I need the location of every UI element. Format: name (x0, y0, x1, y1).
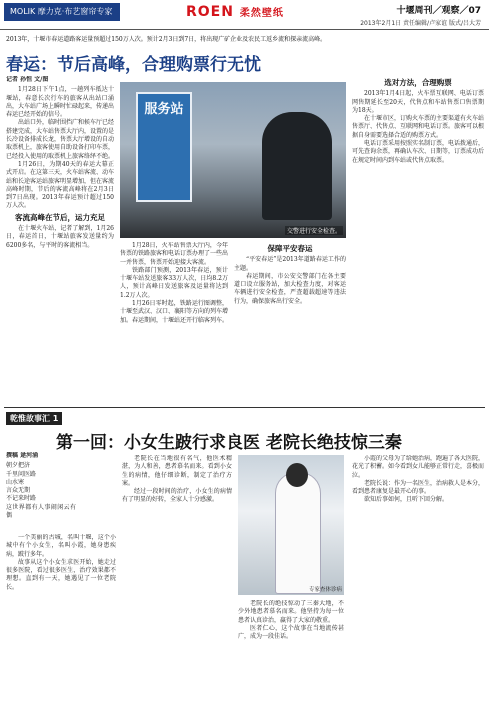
paragraph: 1月26日，为期40天的春运大幕正式开启。在这第三天，火车站客流、动车站和长途客运站旅客明显增加，但在客流高峰时期，节后的客流高峰将在2月3日到7日出现。2013年春运预计超过150万人次。 (6, 160, 114, 210)
page-meta: 2013年2月1日 责任编辑/卢家谊 版式/吕大芳 (360, 20, 481, 27)
poem-column (6, 452, 76, 532)
subheading: 保障平安春运 (267, 244, 313, 253)
poem-line: 朝夕把济 (6, 462, 31, 470)
paragraph: 1月28日下午1点，一趟列车抵达十堰站，春意长次行车的旅客从出站口涌出，大车站广场上瞬时忙碌起来，传递出春运已经开始的信号。 (6, 86, 114, 119)
story-column-1 (6, 534, 116, 698)
author: 撰稿 逯河涌 (6, 452, 39, 459)
lead-text: 2013年，十堰市春运道路客运量预超过150万人次。预计2月3日到7日，将出现广矿企业及农民工返乡流和探亲流高峰。 (6, 36, 327, 43)
service-station-sign: 服务站 (136, 92, 192, 202)
officer-figure (262, 112, 332, 220)
brand-name: ROEN (186, 4, 234, 20)
news-photo (120, 82, 346, 238)
section-title: 十堰周刊／观察／07 (396, 6, 481, 16)
doctor-photo (238, 455, 344, 595)
paragraph: 老院长在当地很有名气，他医术精湛，为人和善，患者慕名而来。看到小女生的病情，他仔细诊断，制定了治疗方案。 (122, 455, 232, 487)
paragraph: 1月26日零时起，铁路运行图调整，十堰至武汉、汉口、襄阳等方向的列车增加。春运期间，十堰站还开行临客列车。 (120, 300, 228, 324)
paragraph: 经过一段时间的治疗，小女生的病情有了明显的好转，全家人十分感激。 (122, 488, 232, 504)
poem-line: 山水寒 (6, 478, 25, 486)
paragraph: 铁路部门预测，2013年春运，预计十堰车站发送旅客33万人次，日均8.2万人，预计高峰日发送旅客及运量将达到1.2万人次。 (120, 266, 228, 299)
series-tag: 乾惟故事汇 1 (6, 412, 62, 425)
paragraph: 1月28日，火车站售票大厅内，今年售票的铁路旅客和电话订票办理了一些出一并售票，售票开始迎接大客流。 (120, 242, 228, 266)
page-info (360, 3, 481, 27)
paragraph: 在十堰火车站，记者了解到，1月26日，春运首日，十堰站旅客发送量约为6200多名，与平时的客流相当。 (6, 225, 114, 249)
byline: 记者 孙恒 文/图 (6, 76, 49, 83)
serial-title: 第一回：小女生跛行求良医 老院长绝技惊三秦 (56, 433, 402, 453)
doctor-figure (276, 473, 320, 593)
poem-line: 不记来时路 (6, 495, 37, 503)
paragraph: 老院长的绝技惊动了三秦大地，不少外地患者慕名而来。他坚持为每一位患者认真诊治，赢得了大家的敬重。 (238, 600, 344, 624)
paragraph: 2013年1月4日起，火车票互联网、电话订票网售期延长至20天，代售点和车站售票口售票期为18天。 (352, 90, 484, 114)
paragraph: 春运期间，市公安交警部门在各主要道口设立服务站，加大检查力度，对客运车辆进行安全检查，严查超载超速等违法行为，确保旅客出行安全。 (234, 272, 346, 305)
story-column-4 (352, 455, 484, 698)
paragraph: “平安春运”是2013年道路春运工作的主题。 (234, 256, 346, 272)
poem-line: 这世界都有人事闹闲云有偶 (6, 503, 76, 520)
paragraph: 一个美丽的古城，名叫十堰，这个小城中有个小女生，名叫小霞，她身患疾病，跛行多年。 (6, 534, 116, 558)
subheading: 选对方法，合理购票 (384, 78, 452, 87)
headline: 春运：节后高峰，合理购票行无忧 (6, 55, 261, 75)
poem-line: 言众无期 (6, 487, 31, 495)
paragraph: 在十堰市区，订购火车票的主要渠道有火车站售票厅、代售点、互联网和电话订票。旅客可以根据自身需要选择合适的购票方式。 (352, 115, 484, 139)
photo-caption: 交警进行安全检查。 (286, 228, 341, 235)
photo-caption: 专家查体诊病 (308, 587, 342, 593)
paragraph: 医者仁心，这个故事在当地流传甚广，成为一段佳话。 (238, 624, 344, 641)
page-header (0, 0, 489, 30)
story-column-2 (122, 455, 232, 698)
paragraph: 故事从这个小女生求医开始，她走过很多医院，看过很多医生，治疗效果都不理想。直到有一天，她遇见了一位老院长。 (6, 558, 116, 591)
brand-sub: 柔然壁纸 (239, 8, 284, 19)
brand-ad (186, 4, 284, 20)
section-divider (4, 407, 485, 408)
article-column-1 (6, 76, 114, 406)
paragraph: 欲知后事如何，且听下回分解。 (364, 496, 449, 504)
article-column-2 (120, 242, 228, 406)
paragraph: 出站口外，临时围挡广和候车厅已经搭建完成，大车站售票大厅内，设置的是长冷设备排成长龙，售票大厅增设的自动取票机上，旅客使用自助设备打印车票，已经投入使用的取票机上旅客络绎不绝。 (6, 119, 114, 160)
article-column-3 (234, 242, 346, 406)
paragraph: 电话订票采用按照实名制订票，电话拨通后，可先查询余票，再确认车次、日期等，订票成功后在规定时间内到车站或代售点取票。 (352, 140, 484, 164)
article-column-4 (352, 76, 484, 406)
doctor-head (286, 463, 308, 487)
paragraph: 老院长说：作为一名医生，治病救人是本分，看到患者康复是最开心的事。 (352, 479, 484, 496)
poem-line: 千里问医路 (6, 470, 37, 478)
paragraph: 小霞的父母为了给她治病，跑遍了各大医院，花光了积蓄。如今看到女儿能够正常行走，喜极而泣。 (352, 455, 484, 479)
story-column-3 (238, 600, 344, 698)
subheading: 客流高峰在节后，运力充足 (15, 212, 105, 222)
ad-banner: MOLIK 摩力克·布艺窗帘专家 (4, 3, 120, 21)
